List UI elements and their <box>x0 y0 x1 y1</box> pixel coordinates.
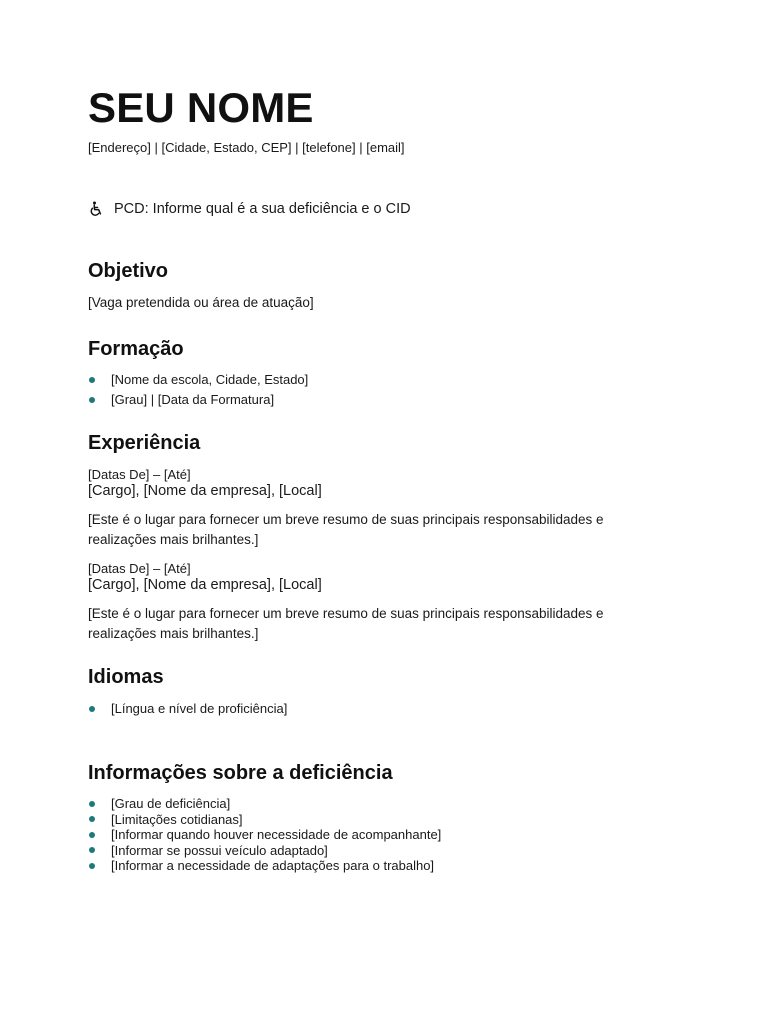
resume-name: SEU NOME <box>88 84 314 131</box>
section-title-idiomas: Idiomas <box>88 666 164 688</box>
idiomas-list <box>88 699 287 719</box>
list-item: [Grau de deficiência] <box>88 796 441 812</box>
bullet-icon <box>89 801 95 807</box>
wheelchair-icon <box>88 201 104 217</box>
section-title-experiencia: Experiência <box>88 432 201 454</box>
section-title-objetivo: Objetivo <box>88 260 169 282</box>
list-item: [Informar quando houver necessidade de acompanhante] <box>88 827 441 843</box>
objetivo-text: [Vaga pretendida ou área de atuação] <box>88 295 314 310</box>
job-role: [Cargo], [Nome da empresa], [Local] <box>88 483 322 499</box>
job-summary: [Este é o lugar para fornecer um breve resumo de suas principais responsabilidades e realizações mais brilhantes.] <box>88 512 604 547</box>
bullet-icon <box>89 397 95 403</box>
bullet-icon <box>89 706 95 712</box>
list-item: [Informar a necessidade de adaptações para o trabalho] <box>88 858 441 874</box>
job-summary: [Este é o lugar para fornecer um breve resumo de suas principais responsabilidades e realizações mais brilhantes.] <box>88 606 604 641</box>
list-item: [Grau] | [Data da Formatura] <box>88 390 308 410</box>
list-item: [Língua e nível de proficiência] <box>88 699 287 719</box>
job-dates: [Datas De] – [Até] <box>88 467 191 482</box>
list-item: [Limitações cotidianas] <box>88 812 441 828</box>
section-title-deficiencia: Informações sobre a deficiência <box>88 762 393 784</box>
list-item: [Informar se possui veículo adaptado] <box>88 843 441 859</box>
bullet-icon <box>89 816 95 822</box>
job-role: [Cargo], [Nome da empresa], [Local] <box>88 577 322 593</box>
bullet-icon <box>89 863 95 869</box>
pcd-line <box>88 199 411 219</box>
bullet-icon <box>89 847 95 853</box>
pcd-text: PCD: Informe qual é a sua deficiência e o CID <box>114 201 411 217</box>
list-item: [Nome da escola, Cidade, Estado] <box>88 370 308 390</box>
contact-line: [Endereço] | [Cidade, Estado, CEP] | [telefone] | [email] <box>88 140 405 155</box>
section-title-formacao: Formação <box>88 338 184 360</box>
bullet-icon <box>89 377 95 383</box>
deficiencia-list <box>88 796 441 874</box>
job-dates: [Datas De] – [Até] <box>88 561 191 576</box>
formacao-list <box>88 370 308 410</box>
bullet-icon <box>89 832 95 838</box>
